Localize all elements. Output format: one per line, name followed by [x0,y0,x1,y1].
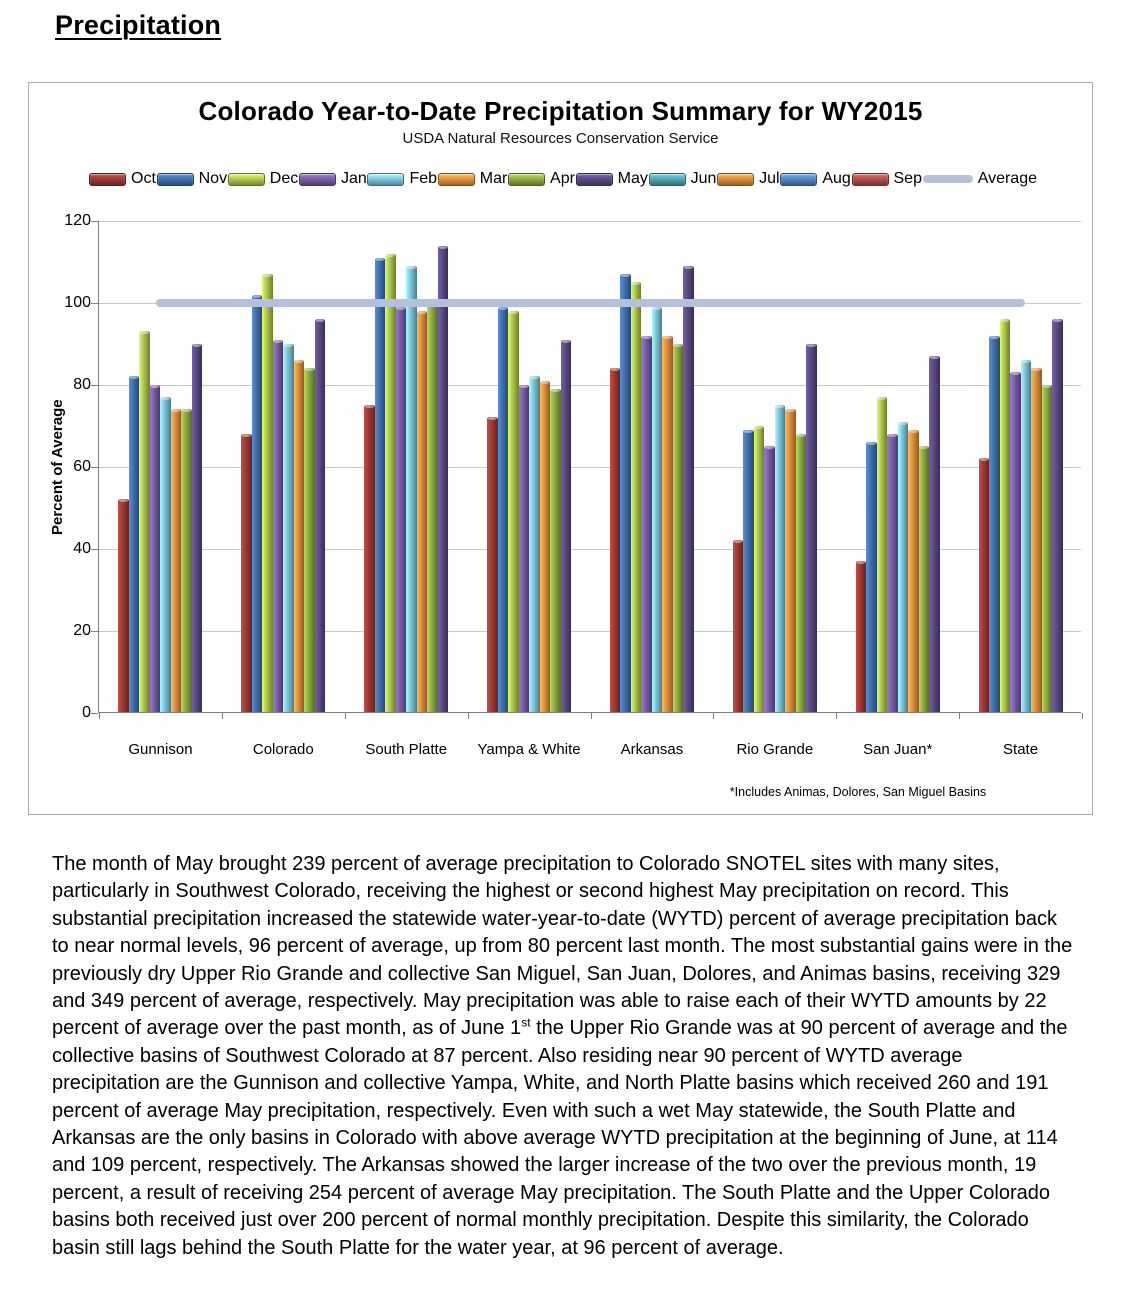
bar-cap [274,340,283,343]
bar-cap [899,422,908,425]
bar-group-3 [487,221,571,712]
bar-oct [487,417,498,712]
y-axis-label: Percent of Average [49,399,66,535]
chart-legend [89,167,1037,191]
legend-item-nov [157,170,227,188]
y-tick-mark [91,303,98,304]
bar-cap [663,336,672,339]
bar-cap [611,368,620,371]
bar-cap [744,430,753,433]
bar-dec [754,426,765,712]
bar-feb [1021,360,1032,712]
x-tick-mark [345,713,346,719]
bar-cap [151,385,160,388]
bar-cap [562,340,571,343]
legend-label: Jun [690,170,717,187]
bar-apr [550,389,561,712]
x-tick-mark [99,713,100,719]
page-heading: Precipitation [55,10,222,40]
bar-nov [252,295,263,712]
body-text-part2: the Upper Rio Grande was at 90 percent of average and the collective basins of Southwest Colorado at 87 percent. Also residing near 90 percent of WYTD average precipitation are the Gunnison and collective Yampa, White, and North Platte basins which received 260 and 191 percent of average May precipitation, respectively. Even with such a wet May statewide, the South Platte and Arkansas are the only basins in Colorado with above average WYTD precipitation at the beginning of June, at 114 and 109 percent, respectively. The Arkansas showed the larger increase of the two over the previous month, 19 percent, a result of receiving 254 percent of average May precipitation. The South Platte and the Upper Colorado basins both received just over 200 percent of normal monthly precipitation. Despite this similarity, the Colorado basin still lags behind the South Platte for the water year, at 96 percent of average. [52,1017,1068,1259]
bar-cap [520,385,529,388]
bar-cap [140,331,149,334]
bar-may [561,340,572,712]
y-tick-mark [91,385,98,386]
bar-cap [632,282,641,285]
bar-dec [508,311,519,712]
bar-jan [273,340,284,712]
bar-cap [684,266,693,269]
bar-mar [171,409,182,712]
ordinal-superscript: st [521,1015,531,1030]
bar-mar [662,336,673,712]
bar-cap [734,540,743,543]
bar-mar [908,430,919,712]
bar-feb [283,344,294,712]
legend-item-oct [89,170,156,188]
bar-cap [253,295,262,298]
y-tick-mark [91,713,98,714]
bar-nov [375,258,386,712]
legend-swatch-jul [717,173,754,186]
bar-mar [417,311,428,712]
bar-cap [305,368,314,371]
bar-oct [241,434,252,712]
legend-swatch-oct [89,173,126,186]
bar-feb [652,307,663,712]
x-tick-mark [713,713,714,719]
y-tick-label: 100 [64,294,91,311]
legend-item-may [576,170,648,188]
bar-apr [673,344,684,712]
bar-may [929,356,940,712]
legend-label: Dec [269,170,299,187]
bar-cap [161,397,170,400]
bar-cap [980,458,989,461]
bar-apr [1042,385,1053,712]
bar-may [683,266,694,712]
legend-item-apr [508,170,575,188]
bar-dec [139,331,150,712]
bar-jan [396,307,407,712]
bar-cap [541,381,550,384]
bar-cap [786,409,795,412]
bar-oct [733,540,744,712]
bar-mar [785,409,796,712]
legend-item-jan [299,170,367,188]
x-tick-mark [468,713,469,719]
legend-swatch-dec [228,173,265,186]
bar-cap [365,405,374,408]
bar-mar [540,381,551,712]
y-tick-mark [91,549,98,550]
bar-oct [979,458,990,712]
bar-may [1052,319,1063,712]
legend-swatch-nov [157,173,194,186]
bar-oct [856,561,867,712]
legend-label: Oct [131,170,156,187]
legend-label: Jan [340,170,367,187]
bar-cap [119,499,128,502]
bar-jan [519,385,530,712]
bar-cap [878,397,887,400]
bar-cap [653,307,662,310]
bar-may [438,246,449,712]
bar-cap [488,417,497,420]
bar-cap [172,409,181,412]
bar-jan [150,385,161,712]
x-label-4: Arkansas [620,741,684,758]
bar-feb [529,376,540,712]
bar-cap [509,311,518,314]
bar-cap [1022,360,1031,363]
y-tick-label: 40 [73,540,91,557]
bar-jan [1010,372,1021,712]
bar-cap [765,446,774,449]
legend-item-average [923,170,1037,188]
legend-label: Sep [893,170,922,187]
bar-nov [866,442,877,712]
y-tick-label: 60 [73,458,91,475]
legend-swatch-sep [852,173,889,186]
average-line [156,299,1024,307]
x-label-3: Yampa & White [477,741,581,758]
bar-cap [930,356,939,359]
bar-cap [857,561,866,564]
bar-cap [182,409,191,412]
bar-cap [990,336,999,339]
bar-cap [284,344,293,347]
bar-cap [376,258,385,261]
plot-area [64,212,1081,758]
bar-cap [909,430,918,433]
legend-item-aug [780,170,850,188]
bar-apr [181,409,192,712]
body-paragraph [52,851,1075,1262]
legend-item-jun [649,170,717,188]
chart-footnote: *Includes Animas, Dolores, San Miguel Basins [729,785,987,799]
legend-item-dec [228,170,298,188]
legend-swatch-mar [438,173,475,186]
legend-item-feb [367,170,437,188]
bar-may [315,319,326,712]
bar-feb [406,266,417,712]
bar-cap [407,266,416,269]
bar-dec [631,282,642,712]
bar-cap [499,307,508,310]
y-tick-label: 0 [82,704,91,721]
legend-label: Mar [479,170,508,187]
bar-group-6 [856,221,940,712]
body-text-part1: The month of May brought 239 percent of average precipitation to Colorado SNOTEL sites with many sites, particularly in Southwest Colorado, receiving the highest or second highest May precipitation on record. This substantial precipitation increased the statewide water-year-to-date (WYTD) percent of average precipitation back to near normal levels, 96 percent of average, up from 80 percent last month. The most substantial gains were in the previously dry Upper Rio Grande and collective San Miguel, San Juan, Dolores, and Animas basins, receiving 329 and 349 percent of average, respectively. May precipitation was able to raise each of their WYTD amounts by 22 percent of average over the past month, as of June 1 [52,853,1073,1040]
bar-group-1 [241,221,325,712]
bar-cap [130,376,139,379]
bar-feb [775,405,786,712]
bar-feb [898,422,909,713]
bar-group-0 [118,221,202,712]
bar-may [192,344,203,712]
legend-swatch-jan [299,173,336,186]
bar-cap [1011,372,1020,375]
bar-cap [674,344,683,347]
legend-swatch-average [923,175,973,183]
bar-cap [530,376,539,379]
bar-cap [439,246,448,249]
bar-nov [129,376,140,712]
bar-cap [418,311,427,314]
bar-cap [263,274,272,277]
bar-jan [641,336,652,712]
x-tick-mark [222,713,223,719]
chart-subtitle: USDA Natural Resources Conservation Service [402,130,719,147]
bar-dec [262,274,273,712]
x-label-2: South Platte [365,741,448,758]
bar-cap [642,336,651,339]
bar-apr [427,303,438,712]
bar-mar [294,360,305,712]
bar-apr [796,434,807,712]
bar-apr [304,368,315,712]
bar-cap [776,405,785,408]
bar-cap [888,434,897,437]
y-tick-label: 20 [73,622,91,639]
legend-label: Average [977,170,1037,187]
bar-cap [920,446,929,449]
bar-nov [620,274,631,712]
legend-swatch-feb [367,173,404,186]
legend-item-sep [852,170,922,188]
bar-jan [764,446,775,712]
bar-cap [316,319,325,322]
bar-cap [242,434,251,437]
bar-oct [118,499,129,712]
bar-jan [887,434,898,712]
y-tick-mark [91,631,98,632]
bar-cap [193,344,202,347]
bar-cap [397,307,406,310]
legend-label: Jul [759,170,780,187]
y-tick-mark [91,221,98,222]
y-tick-label: 120 [64,212,91,229]
x-tick-mark [1082,713,1083,719]
bar-cap [867,442,876,445]
bar-mar [1031,368,1042,712]
bar-dec [877,397,888,712]
legend-swatch-may [576,173,613,186]
legend-swatch-aug [780,173,817,186]
bar-cap [386,254,395,257]
bar-oct [364,405,375,712]
legend-label: May [617,170,648,187]
bar-cap [295,360,304,363]
x-label-6: San Juan* [863,741,933,758]
x-label-1: Colorado [252,741,314,758]
legend-label: Feb [409,170,438,187]
y-tick-label: 80 [73,376,91,393]
bar-cap [797,434,806,437]
bar-nov [743,430,754,712]
x-label-7: State [1003,741,1039,758]
bar-group-7 [979,221,1063,712]
bar-feb [160,397,171,712]
bar-may [806,344,817,712]
bar-dec [385,254,396,712]
legend-label: Apr [550,170,575,187]
legend-item-jul [717,170,779,188]
x-tick-mark [591,713,592,719]
bar-cap [551,389,560,392]
bar-apr [919,446,930,712]
bar-group-5 [733,221,817,712]
bar-cap [1043,385,1052,388]
y-tick-mark [91,467,98,468]
bar-cap [621,274,630,277]
legend-swatch-jun [649,173,686,186]
bar-group-4 [610,221,694,712]
bar-cap [1053,319,1062,322]
bar-dec [1000,319,1011,712]
bar-cap [755,426,764,429]
bar-group-2 [364,221,448,712]
bar-oct [610,368,621,712]
legend-swatch-apr [508,173,545,186]
x-label-5: Rio Grande [736,741,814,758]
legend-label: Nov [198,170,228,187]
bar-cap [1032,368,1041,371]
chart-title: Colorado Year-to-Date Precipitation Summary for WY2015 [198,96,923,126]
legend-label: Aug [822,170,851,187]
bar-cap [1001,319,1010,322]
precipitation-chart [28,82,1093,815]
x-tick-mark [959,713,960,719]
bar-cap [807,344,816,347]
x-tick-mark [836,713,837,719]
bar-nov [498,307,509,712]
x-label-0: Gunnison [128,741,193,758]
legend-item-mar [438,170,508,188]
bar-nov [989,336,1000,712]
